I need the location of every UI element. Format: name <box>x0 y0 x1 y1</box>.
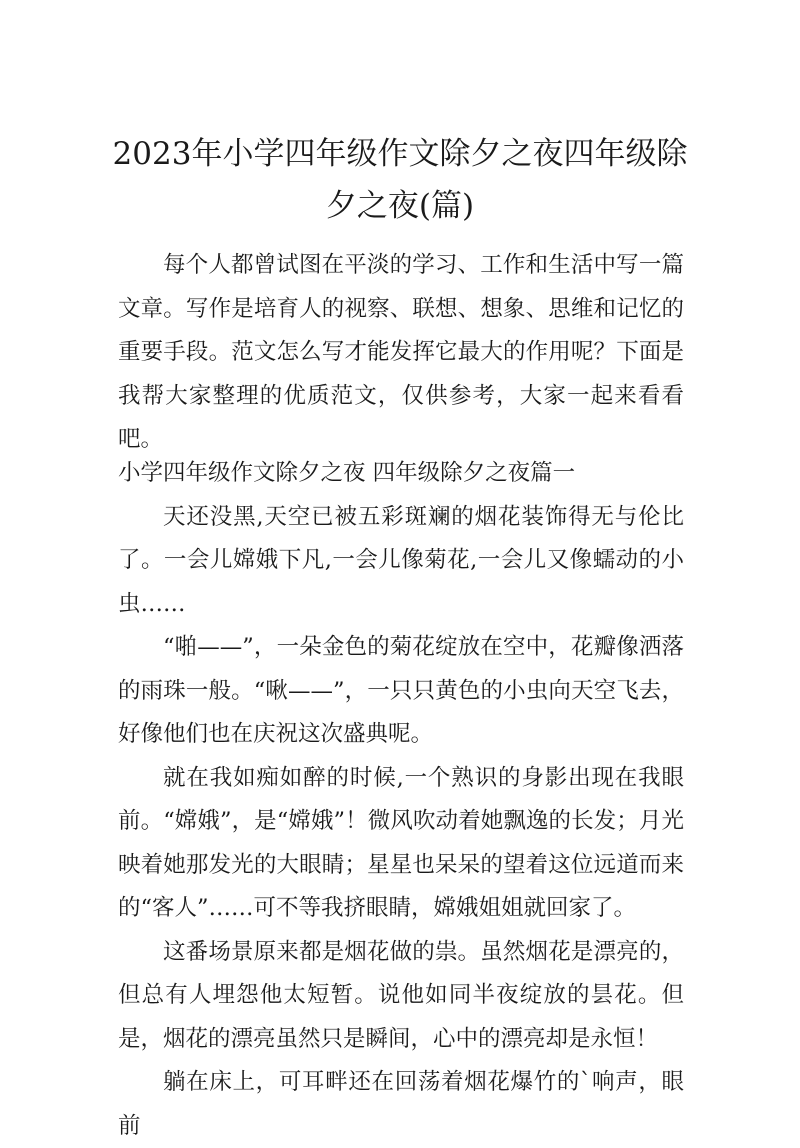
essay-paragraph-3: 就在我如痴如醉的时候,一个熟识的身影出现在我眼前。“嫦娥”，是“嫦娥”！微风吹动着她飘逸的长发；月光映着她那发光的大眼睛；星星也呆呆的望着这位远道而来的“客人”……可不等我挤眼睛，嫦娥姐姐就回家了。 <box>118 764 684 921</box>
essay-paragraph-5: 躺在床上，可耳畔还在回荡着烟花爆竹的`响声，眼前 <box>118 1069 684 1139</box>
section-heading: 小学四年级作文除夕之夜 四年级除夕之夜篇一 <box>118 460 576 486</box>
essay-paragraph-2: “啪——”，一朵金色的菊花绽放在空中，花瓣像洒落的雨珠一般。“啾——”，一只只黄色的小虫向天空飞去，好像他们也在庆祝这次盛典呢。 <box>118 634 684 747</box>
intro-block <box>118 244 684 462</box>
intro-paragraph: 每个人都曾试图在平淡的学习、工作和生活中写一篇文章。写作是培育人的视察、联想、想象、思维和记忆的重要手段。范文怎么写才能发挥它最大的作用呢？下面是我帮大家整理的优质范文，仅供参考，大家一起来看看吧。 <box>118 252 684 452</box>
document-title: 2023年小学四年级作文除夕之夜四年级除夕之夜(篇) <box>112 136 688 224</box>
essay-paragraph-1: 天还没黑,天空已被五彩斑斓的烟花装饰得无与伦比了。一会儿嫦娥下凡,一会儿像菊花,一会儿又像蠕动的小虫…… <box>118 503 684 617</box>
essay-paragraph-4: 这番场景原来都是烟花做的祟。虽然烟花是漂亮的，但总有人埋怨他太短暂。说他如同半夜绽放的昙花。但是，烟花的漂亮虽然只是瞬间，心中的漂亮却是永恒！ <box>118 938 684 1052</box>
essay-section <box>118 452 684 1148</box>
